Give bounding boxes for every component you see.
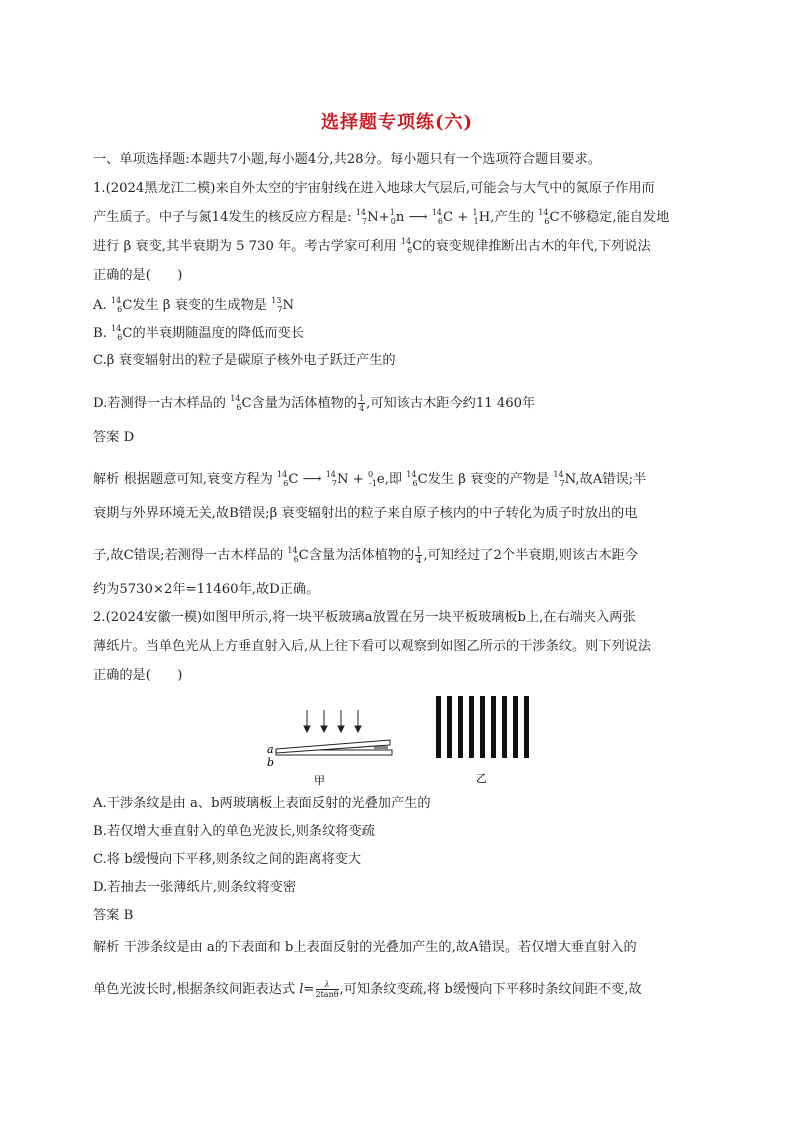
figure-caption-yi: 乙 (476, 772, 487, 784)
q1-option-c: C.β 衰变辐射出的粒子是碳原子核外电子跃迁产生的 (93, 353, 396, 368)
arrow-head (304, 726, 310, 732)
formula-lhs: l= (299, 982, 315, 997)
fringe (480, 696, 485, 758)
q1-option-d: D.若测得一古木样品的 $^{14}_6$C含量为活体植物的 $\frac{1}{4}$ ,可知该古木距今约11 460年 (93, 394, 536, 413)
arrow-head (338, 726, 344, 732)
q2-option-a: A.干涉条纹是由 a、b两玻璃板上表面反射的光叠加产生的 (93, 796, 431, 811)
q1-stem-line4: 正确的是( ) (93, 268, 183, 283)
label-b: b (267, 756, 275, 769)
fringe (447, 696, 452, 758)
q2-stem-line3: 正确的是( ) (93, 668, 183, 683)
arrow-head (355, 726, 361, 732)
page-title: 选择题专项练(六) (320, 112, 474, 133)
q2-option-b: B.若仅增大垂直射入的单色光波长,则条纹将变疏 (93, 824, 375, 839)
section-heading: 一、单项选择题:本题共7小题,每小题4分,共28分。每小题只有一个选项符合题目要求。 (93, 152, 601, 167)
q2-explanation-line1: 解析 干涉条纹是由 a的下表面和 b上表面反射的光叠加产生的,故A错误。若仅增大垂直射入的 (93, 940, 637, 955)
q1-option-b: B. $^{14}_6$C的半衰期随温度的降低而变长 (93, 324, 304, 342)
q2-answer: 答案 B (93, 908, 134, 923)
fringe (513, 696, 518, 758)
q1-explanation-line3: 子,故C错误;若测得一古木样品的 $^{14}_6$C含量为活体植物的 $\frac{1}{4}$ ,可知经过了2个半衰期,则该古木距今 (93, 546, 638, 565)
q1-explanation-line1: 解析 根据题意可知,衰变方程为 $^{14}_6$C ⟶ $^{14}_7$N + $^0_{-1}$e,即 $^{14}_6$C发生 β 衰变的产物是 $^{14}_7$N,故A错误;半 (93, 470, 647, 488)
fringe (524, 696, 529, 758)
q2-explanation-line2: 单色光波长时,根据条纹间距表达式 l= $\frac{\lambda}{2\tan\theta}$ ,可知条纹变疏,将 b缓慢向下平移时条纹间距不变,故 (93, 980, 642, 999)
q1-answer: 答案 D (93, 430, 135, 445)
figure-jia-glass-plates (262, 704, 402, 788)
fringe (436, 696, 441, 758)
q1-option-a: A. $^{14}_6$C发生 β 衰变的生成物是 $^{13}_7$N (93, 296, 295, 314)
fringe (458, 696, 463, 758)
q1-stem-line1: 1.(2024黑龙江二模)来自外太空的宇宙射线在进入地球大气层后,可能会与大气中的氮原子作用而 (93, 181, 655, 196)
figure-caption-jia: 甲 (314, 774, 325, 787)
q2-option-c: C.将 b缓慢向下平移,则条纹之间的距离将变大 (93, 852, 362, 867)
fringe (491, 696, 496, 758)
arrow-icon: ⟶ (302, 472, 322, 487)
arrow-icon: ⟶ (408, 210, 428, 225)
fringe (502, 696, 507, 758)
paper-slips (374, 746, 388, 750)
q1-explanation-line2: 衰期与外界环境无关,故B错误;β 衰变辐射出的粒子来自原子核内的中子转化为质子时放出的电 (93, 506, 638, 521)
fringe (469, 696, 474, 758)
label-a: a (267, 743, 274, 756)
q1-stem-line2: 产生质子。中子与氮14发生的核反应方程是: $^{14}_7$N+$^1_0$n ⟶ $^{14}_6$C + $^1_1$H,产生的 $^{14}_6$C不够稳定,能自发地 (93, 208, 670, 226)
figure-yi-interference-fringes (430, 692, 534, 784)
q2-stem-line2: 薄纸片。当单色光从上方垂直射入后,从上往下看可以观察到如图乙所示的干涉条纹。则下列说法 (93, 639, 652, 654)
q2-option-d: D.若抽去一张薄纸片,则条纹将变密 (93, 880, 297, 895)
q1-explanation-line4: 约为5730×2年=11460年,故D正确。 (93, 582, 320, 597)
arrow-head (321, 726, 327, 732)
formula-fraction: $\frac{\lambda}{2\tan\theta}$ (315, 980, 339, 999)
q2-stem-line1: 2.(2024安徽一模)如图甲所示,将一块平板玻璃a放置在另一块平板玻璃板b上,在右端夹入两张 (93, 610, 636, 625)
q1-stem-line3: 进行 β 衰变,其半衰期为 5 730 年。考古学家可利用 $^{14}_6$C的衰变规律推断出古木的年代,下列说法 (93, 237, 651, 255)
